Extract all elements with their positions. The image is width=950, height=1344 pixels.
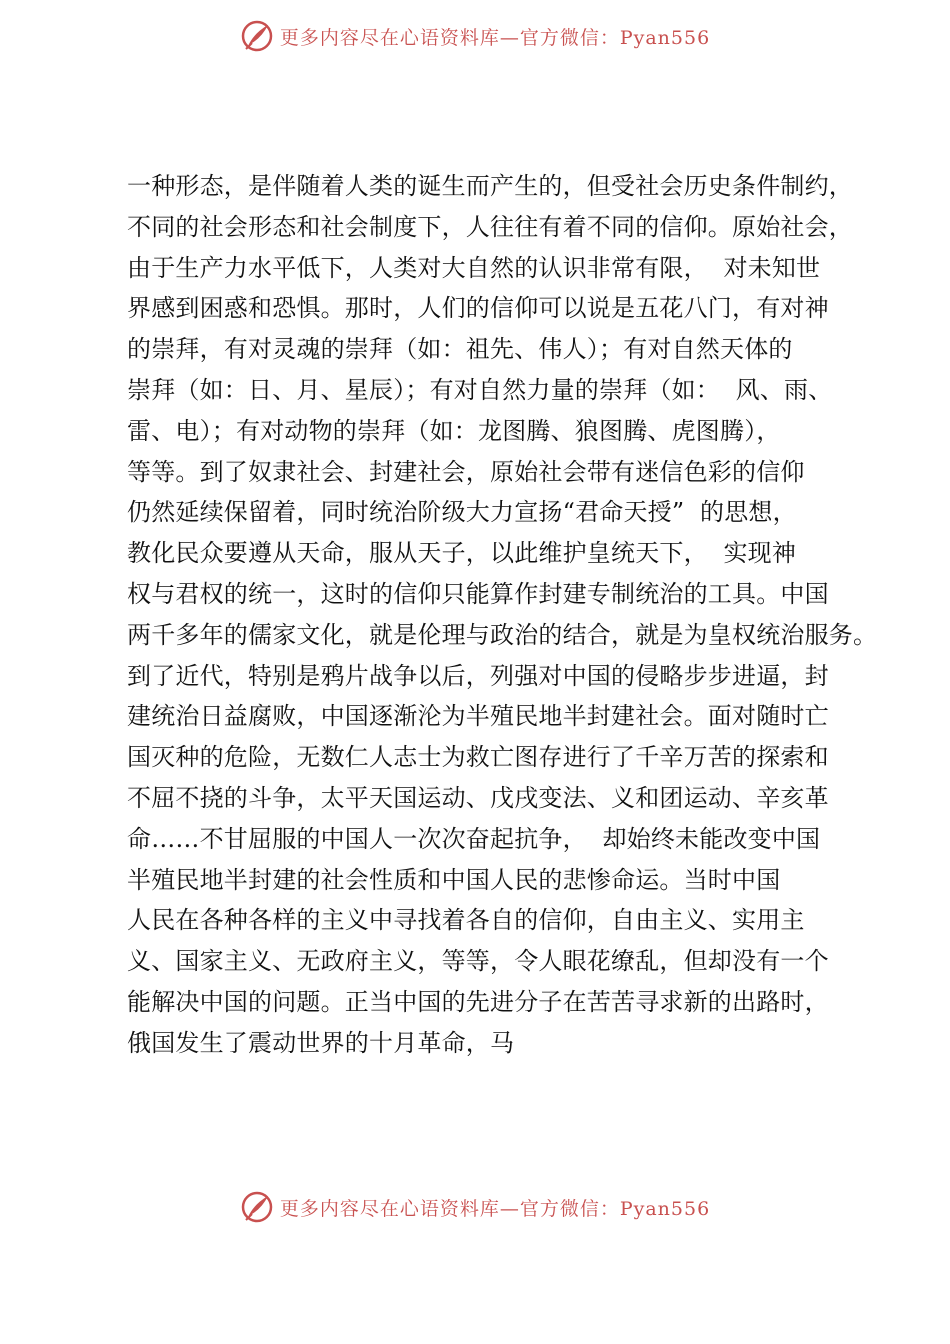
body-line: 半殖民地半封建的社会性质和中国人民的悲惨命运。当时中国 (127, 865, 781, 894)
body-line: 不屈不挠的斗争，太平天国运动、戊戌变法、义和团运动、辛亥革 (127, 783, 829, 812)
body-line: 权与君权的统一，这时的信仰只能算作封建专制统治的工具。中国 (127, 579, 829, 608)
body-line: 人民在各种各样的主义中寻找着各自的信仰，自由主义、实用主 (127, 906, 805, 935)
header-banner (0, 14, 950, 58)
body-line: 等等。到了奴隶社会、封建社会，原始社会带有迷信色彩的信仰 (127, 457, 805, 486)
body-line: 由于生产力水平低下，人类对大自然的认识非常有限， 对未知世 (127, 253, 821, 282)
body-line: 的崇拜，有对灵魂的崇拜（如：祖先、伟人）；有对自然天体的 (127, 335, 793, 364)
body-line: 不同的社会形态和社会制度下，人往往有着不同的信仰。原始社会， (127, 212, 853, 241)
body-line: 雷、电）；有对动物的崇拜（如：龙图腾、狼图腾、虎图腾）， (127, 416, 781, 445)
body-line: 能解决中国的问题。正当中国的先进分子在苦苦寻求新的出路时， (127, 987, 829, 1016)
body-line: 仍然延续保留着，同时统治阶级大力宣扬“君命天授” 的思想， (127, 498, 797, 527)
body-line: 建统治日益腐败，中国逐渐沦为半殖民地半封建社会。面对随时亡 (127, 702, 829, 731)
body-line: 命……不甘屈服的中国人一次次奋起抗争， 却始终未能改变中国 (127, 824, 821, 853)
quill-pen-logo-icon (240, 19, 274, 53)
quill-pen-logo-icon (240, 1190, 274, 1224)
body-line: 教化民众要遵从天命，服从天子，以此维护皇统天下， 实现神 (127, 539, 797, 568)
body-line: 崇拜（如：日、月、星辰）；有对自然力量的崇拜（如： 风、雨、 (127, 375, 833, 404)
body-line: 义、国家主义、无政府主义，等等，令人眼花缭乱，但却没有一个 (127, 947, 829, 976)
body-line: 俄国发生了震动世界的十月革命，马 (127, 1028, 515, 1057)
footer-banner (0, 1185, 950, 1229)
body-line: 一种形态，是伴随着人类的诞生而产生的，但受社会历史条件制约， (127, 172, 853, 200)
header-banner-text: 更多内容尽在心语资料库—官方微信：Pyan556 (279, 26, 711, 49)
document-body (127, 166, 878, 1064)
body-line: 到了近代，特别是鸦片战争以后，列强对中国的侵略步步进逼，封 (127, 661, 829, 690)
body-line: 国灭种的危险，无数仁人志士为救亡图存进行了千辛万苦的探索和 (127, 743, 829, 772)
footer-banner-text: 更多内容尽在心语资料库—官方微信：Pyan556 (279, 1197, 711, 1220)
body-line: 两千多年的儒家文化，就是伦理与政治的结合，就是为皇权统治服务。 (127, 620, 878, 649)
body-line: 界感到困惑和恐惧。那时，人们的信仰可以说是五花八门，有对神 (127, 294, 829, 323)
